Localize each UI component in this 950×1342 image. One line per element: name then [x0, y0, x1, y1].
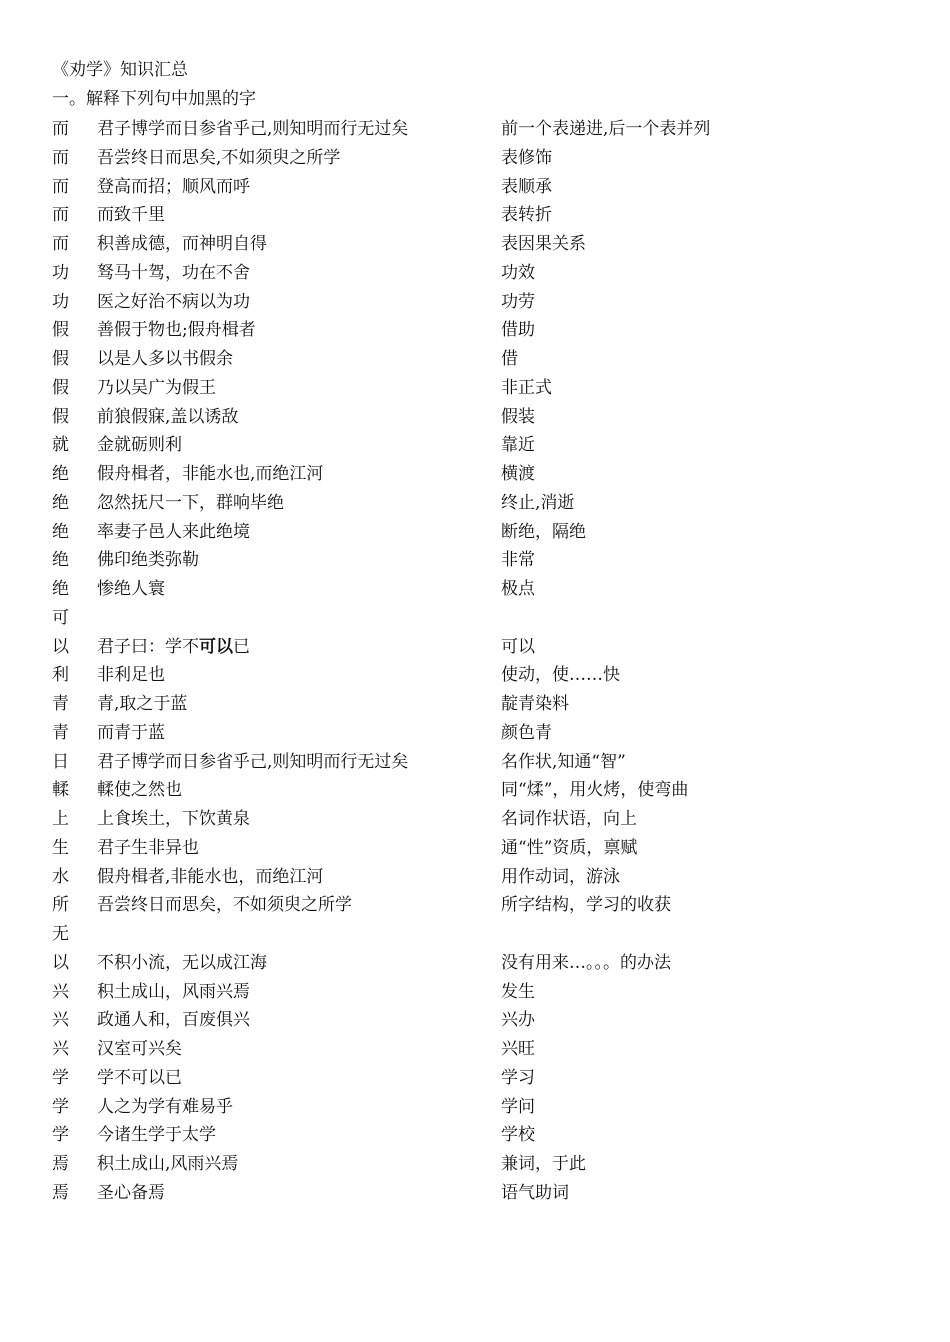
- word-meaning: 同“煣”，用火烤，使弯曲: [501, 780, 689, 801]
- vocab-row: [0, 144, 950, 173]
- vocab-char: 就: [52, 435, 69, 456]
- word-meaning: 用作动词，游泳: [501, 866, 620, 887]
- vocab-char: 假: [52, 377, 69, 398]
- vocab-row: [0, 460, 950, 489]
- vocab-row: [0, 1093, 950, 1122]
- vocab-char: 而: [52, 147, 69, 168]
- example-sentence: 人之为学有难易乎: [97, 1096, 233, 1117]
- vocab-char: 学: [52, 1067, 69, 1088]
- word-meaning: 颜色青: [501, 722, 552, 743]
- vocab-char: 以: [52, 636, 69, 657]
- vocab-row: [0, 230, 950, 259]
- vocab-char: 绝: [52, 579, 69, 599]
- vocab-char: 假: [52, 406, 69, 427]
- vocab-row: [0, 1179, 950, 1208]
- vocab-char: 青: [52, 694, 69, 714]
- word-meaning: 借助: [501, 320, 535, 341]
- vocab-row: [0, 1121, 950, 1150]
- vocab-char: 而: [52, 234, 69, 254]
- vocab-char: 功: [52, 291, 69, 312]
- word-meaning: 兴办: [501, 1010, 535, 1031]
- document-title: 《劝学》知识汇总: [52, 60, 188, 80]
- example-sentence: 君子生非异也: [97, 837, 199, 858]
- vocabulary-list: [0, 115, 950, 1208]
- vocab-row: [0, 518, 950, 547]
- example-sentence: 医之好治不病以为功: [97, 291, 250, 312]
- example-sentence: 吾尝终日而思矣，不如须臾之所学: [97, 895, 352, 916]
- example-sentence: 前狼假寐,盖以诱敌: [97, 406, 239, 427]
- vocab-char: 輮: [52, 780, 69, 801]
- word-meaning: 横渡: [501, 464, 535, 484]
- example-sentence: 积土成山，风雨兴焉: [97, 981, 250, 1002]
- vocab-row: [0, 748, 950, 777]
- example-sentence: [97, 633, 250, 662]
- vocab-row: [0, 949, 950, 978]
- word-meaning: 没有用来…。。。的办法: [501, 952, 671, 973]
- vocab-row: [0, 690, 950, 719]
- example-sentence: 佛印绝类弥勒: [97, 550, 199, 571]
- highlighted-word: 可以: [199, 636, 233, 657]
- vocab-row: [0, 345, 950, 374]
- vocab-char: 日: [52, 751, 69, 772]
- vocab-char: 绝: [52, 550, 69, 571]
- vocab-char: 兴: [52, 1010, 69, 1031]
- example-sentence: 学不可以已: [97, 1067, 182, 1088]
- vocab-char: 利: [52, 665, 69, 686]
- word-meaning: 可以: [501, 636, 535, 657]
- example-sentence: 而致千里: [97, 205, 165, 226]
- example-sentence: 青,取之于蓝: [97, 694, 188, 714]
- word-meaning: 假装: [501, 406, 535, 427]
- vocab-char: 绝: [52, 464, 69, 484]
- word-meaning: 学校: [501, 1125, 535, 1146]
- vocab-row: [0, 546, 950, 575]
- example-sentence: 而青于蓝: [97, 722, 165, 743]
- vocab-char: 以: [52, 952, 69, 973]
- example-sentence: 上食埃土，下饮黄泉: [97, 809, 250, 829]
- example-sentence: 吾尝终日而思矣,不如须臾之所学: [97, 147, 341, 168]
- example-sentence: 君子博学而日参省乎己,则知明而行无过矣: [97, 119, 409, 139]
- vocab-row: [0, 374, 950, 403]
- vocab-char: 所: [52, 895, 69, 916]
- word-meaning: 名词作状语，向上: [501, 809, 637, 829]
- sentence-text: 已: [233, 636, 250, 657]
- example-sentence: 汉室可兴矣: [97, 1039, 182, 1059]
- word-meaning: 表转折: [501, 205, 552, 226]
- example-sentence: 积善成德，而神明自得: [97, 234, 267, 254]
- word-meaning: 前一个表递进,后一个表并列: [501, 119, 711, 139]
- example-sentence: 乃以吴广为假王: [97, 377, 216, 398]
- example-sentence: 驽马十驾，功在不舍: [97, 262, 250, 283]
- vocab-row: [0, 920, 950, 949]
- example-sentence: 忽然抚尺一下，群响毕绝: [97, 492, 284, 513]
- vocab-row: [0, 1006, 950, 1035]
- example-sentence: 积土成山,风雨兴焉: [97, 1154, 239, 1174]
- sentence-text: 君子曰：学不: [97, 636, 199, 657]
- vocab-row: [0, 115, 950, 144]
- word-meaning: 功效: [501, 262, 535, 283]
- vocab-row: [0, 719, 950, 748]
- vocab-row: [0, 316, 950, 345]
- word-meaning: 发生: [501, 981, 535, 1002]
- word-meaning: 断绝，隔绝: [501, 521, 586, 542]
- vocab-row: [0, 891, 950, 920]
- vocab-char: 可: [52, 607, 69, 628]
- word-meaning: 非常: [501, 550, 535, 571]
- vocab-char: 无: [52, 924, 69, 944]
- word-meaning: 学习: [501, 1067, 535, 1088]
- word-meaning: 使动，使……快: [501, 665, 620, 686]
- word-meaning: 兴旺: [501, 1039, 535, 1059]
- vocab-row: [0, 1150, 950, 1179]
- vocab-row: [0, 173, 950, 202]
- example-sentence: 登高而招；顺风而呼: [97, 176, 250, 197]
- vocab-row: [0, 604, 950, 633]
- word-meaning: 极点: [501, 579, 535, 599]
- example-sentence: 率妻子邑人来此绝境: [97, 521, 250, 542]
- example-sentence: 善假于物也;假舟楫者: [97, 320, 256, 341]
- example-sentence: 假舟楫者，非能水也,而绝江河: [97, 464, 324, 484]
- vocab-row: [0, 863, 950, 892]
- word-meaning: 非正式: [501, 377, 552, 398]
- vocab-char: 而: [52, 205, 69, 226]
- vocab-row: [0, 661, 950, 690]
- vocab-char: 假: [52, 349, 69, 369]
- word-meaning: 通“性”资质，禀赋: [501, 837, 638, 858]
- word-meaning: 所字结构，学习的收获: [501, 895, 671, 916]
- example-sentence: 不积小流，无以成江海: [97, 952, 267, 973]
- vocab-char: 而: [52, 119, 69, 139]
- example-sentence: 今诸生学于太学: [97, 1125, 216, 1146]
- vocab-row: [0, 1064, 950, 1093]
- example-sentence: 圣心备焉: [97, 1182, 165, 1203]
- example-sentence: 政通人和，百废俱兴: [97, 1010, 250, 1031]
- vocab-row: [0, 288, 950, 317]
- vocab-char: 焉: [52, 1154, 69, 1174]
- vocab-char: 生: [52, 837, 69, 858]
- word-meaning: 借: [501, 349, 518, 369]
- vocab-row: [0, 633, 950, 662]
- word-meaning: 表修饰: [501, 147, 552, 168]
- word-meaning: 终止,消逝: [501, 492, 575, 513]
- vocab-row: [0, 431, 950, 460]
- vocab-char: 而: [52, 176, 69, 197]
- vocab-row: [0, 259, 950, 288]
- example-sentence: 非利足也: [97, 665, 165, 686]
- example-sentence: 以是人多以书假余: [97, 349, 233, 369]
- example-sentence: 輮使之然也: [97, 780, 182, 801]
- vocab-row: [0, 1035, 950, 1064]
- section-heading: 一。解释下列句中加黑的字: [52, 89, 256, 109]
- vocab-row: [0, 776, 950, 805]
- word-meaning: 表因果关系: [501, 234, 586, 254]
- vocab-char: 绝: [52, 492, 69, 513]
- vocab-row: [0, 978, 950, 1007]
- word-meaning: 语气助词: [501, 1182, 569, 1203]
- example-sentence: 金就砺则利: [97, 435, 182, 456]
- word-meaning: 功劳: [501, 291, 535, 312]
- vocab-char: 绝: [52, 521, 69, 542]
- word-meaning: 靠近: [501, 435, 535, 456]
- vocab-char: 功: [52, 262, 69, 283]
- vocab-row: [0, 575, 950, 604]
- example-sentence: 假舟楫者,非能水也，而绝江河: [97, 866, 324, 887]
- vocab-char: 上: [52, 809, 69, 829]
- example-sentence: 惨绝人寰: [97, 579, 165, 599]
- vocab-char: 学: [52, 1125, 69, 1146]
- vocab-char: 假: [52, 320, 69, 341]
- example-sentence: 君子博学而日参省乎己,则知明而行无过矣: [97, 751, 409, 772]
- vocab-char: 兴: [52, 981, 69, 1002]
- vocab-row: [0, 805, 950, 834]
- word-meaning: 表顺承: [501, 176, 552, 197]
- vocab-char: 学: [52, 1096, 69, 1117]
- vocab-row: [0, 834, 950, 863]
- vocab-char: 焉: [52, 1182, 69, 1203]
- word-meaning: 名作状,知通“智”: [501, 751, 626, 772]
- word-meaning: 靛青染料: [501, 694, 569, 714]
- vocab-char: 水: [52, 866, 69, 887]
- word-meaning: 学问: [501, 1096, 535, 1117]
- vocab-row: [0, 403, 950, 432]
- vocab-char: 青: [52, 722, 69, 743]
- vocab-row: [0, 489, 950, 518]
- word-meaning: 兼词，于此: [501, 1154, 586, 1174]
- vocab-row: [0, 201, 950, 230]
- vocab-char: 兴: [52, 1039, 69, 1059]
